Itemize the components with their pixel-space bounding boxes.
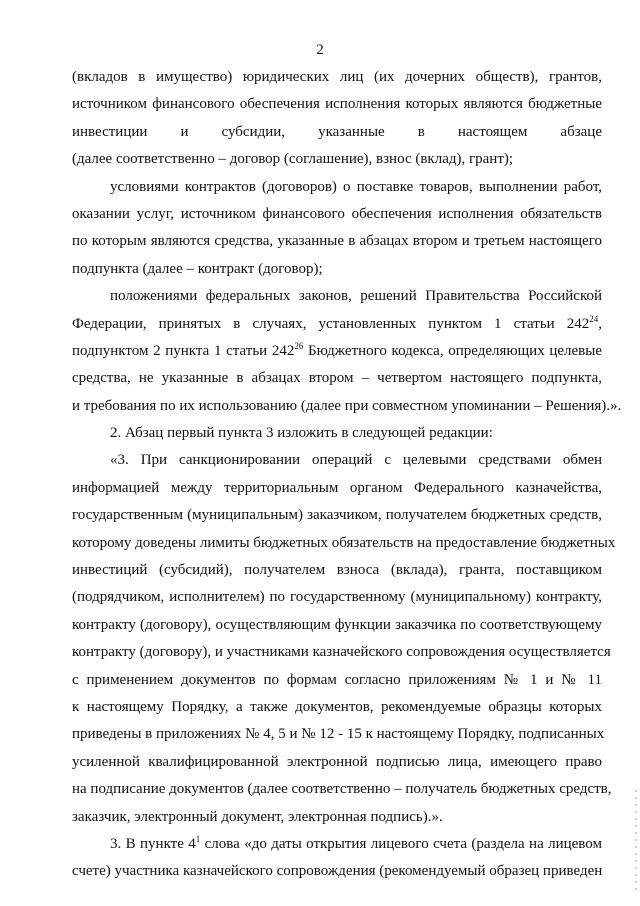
text-line: инвестиций (субсидий), получателем взноса (вклада), гранта, поставщиком <box>72 562 602 579</box>
text-line: Федерации, принятых в случаях, установленных пунктом 1 статьи $242^{24}$, <box>72 313 602 332</box>
text-line: усиленной квалифицированной электронной подписью лица, имеющего право <box>72 753 602 770</box>
text-line: условиями контрактов (договоров) о поставке товаров, выполнении работ, <box>110 178 602 195</box>
text-line: оказании услуг, источником финансового обеспечения исполнения обязательств <box>72 205 602 222</box>
text-line: и требования по их использованию (далее при совместном упоминании – Решения).». <box>72 397 622 414</box>
text-line: инвестиции и субсидии, указанные в настоящем абзаце <box>72 123 602 140</box>
scan-edge-marks <box>635 790 637 890</box>
text-line: (далее соответственно – договор (соглашение), взнос (вклад), грант); <box>72 151 514 168</box>
text-line: подпункта (далее – контракт (договор); <box>72 260 323 277</box>
text-line: 3. В пункте $4^1$ слова «до даты открытия лицевого счета (раздела на лицевом <box>110 833 602 852</box>
document-body <box>72 64 622 886</box>
text-line: положениями федеральных законов, решений Правительства Российской <box>110 288 602 305</box>
text-line: счете) участника казначейского сопровождения (рекомендуемый образец приведен <box>72 863 603 880</box>
text-line: средства, не указанные в абзацах втором – четвертом настоящего подпункта, <box>72 370 602 387</box>
text-line: по которым являются средства, указанные в абзацах втором и третьем настоящего <box>72 233 602 250</box>
text-line: (подрядчиком, исполнителем) по государственному (муниципальному) контракту, <box>72 589 602 606</box>
text-line: (вкладов в имущество) юридических лиц (их дочерних обществ), грантов, <box>72 69 602 85</box>
text-line: к настоящему Порядку, а также документов, рекомендуемые образцы которых <box>72 698 602 715</box>
text-line: приведены в приложениях № 4, 5 и № 12 - 15 к настоящему Порядку, подписанных <box>72 726 605 743</box>
text-line: подпунктом 2 пункта 1 статьи $242^{26}$ Бюджетного кодекса, определяющих целевые <box>72 340 602 359</box>
text-line: которому доведены лимиты бюджетных обязательств на предоставление бюджетных <box>72 534 616 551</box>
text-line: контракту (договору), осуществляющим функции заказчика по соответствующему <box>72 616 602 633</box>
text-line: источником финансового обеспечения исполнения которых являются бюджетные <box>72 96 602 113</box>
text-line: «3. При санкционировании операций с целевыми средствами обмен <box>110 452 602 469</box>
text-line: заказчик, электронный документ, электронная подпись).». <box>72 808 443 825</box>
text-line: контракту (договору), и участниками казначейского сопровождения осуществляется <box>72 644 611 661</box>
text-line: государственным (муниципальным) заказчиком, получателем бюджетных средств, <box>72 507 602 524</box>
page-number: 2 <box>316 42 324 58</box>
text-line: 2. Абзац первый пункта 3 изложить в следующей редакции: <box>110 425 493 442</box>
text-line: с применением документов по формам согласно приложениям № 1 и № 11 <box>72 671 602 688</box>
text-line: информацией между территориальным органом Федерального казначейства, <box>72 479 602 496</box>
text-line: на подписание документов (далее соответственно – получатель бюджетных средств, <box>72 781 612 798</box>
